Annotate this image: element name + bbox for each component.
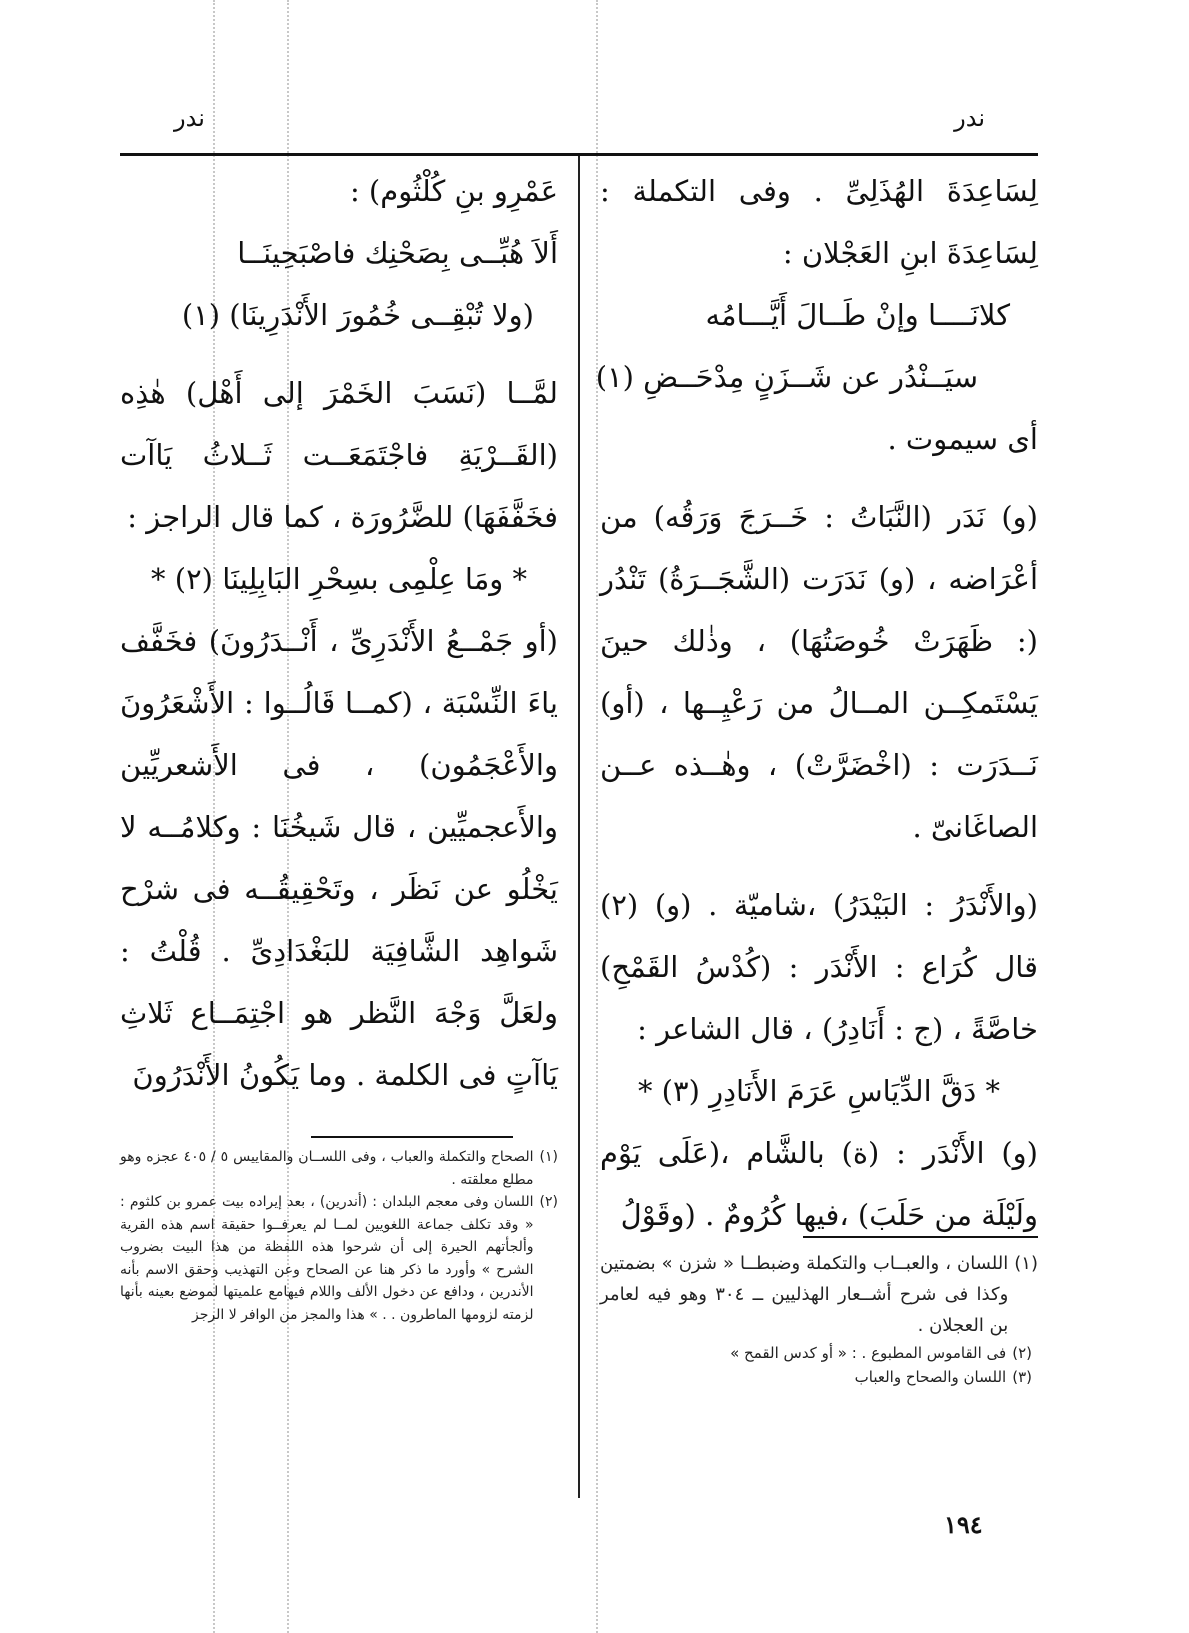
paragraph: (والأَنْدَرُ : البَيْدَرُ) ،شاميّة . (و) (٢) قال كُرَاع : الأَنْدَر : (كُدْسُ القَمْحِ) خاصَّةً ، (ج : أَنَادِرُ) ، قال الشاعر : <box>600 888 1038 1046</box>
column-divider <box>578 156 580 1498</box>
left-column <box>120 160 558 1106</box>
footnote-number: (١) <box>1014 1253 1038 1274</box>
verse-line: كلانَــــا وإنْ طَــالَ أَيَّـــامُه <box>705 298 1010 332</box>
running-header-left: ندر <box>174 104 205 132</box>
footnote-number: (١) <box>539 1149 558 1165</box>
paragraph: (و) نَدَر (النَّبَاتُ : خَــرَجَ وَرَقُه) من أعْرَاضه ، (و) نَدَرَت (الشَّجَــرَةُ) تَنْدُر (: ظَهَرَتْ خُوصَتُهَا) ، وذٰلك حينَ يَسْتَمكِــن المــالُ من رَعْيِــها ، (أو) نَــدَرَت : (اخْضَرَّتْ) ، وهٰــذه عــن الصاغَانىّ . <box>600 500 1038 844</box>
footnote <box>120 1191 558 1326</box>
footnote <box>600 1365 1038 1389</box>
verse-line: أَلاَ هُبِّــى بِصَحْنِك فاصْبَحِينَــا <box>237 236 558 270</box>
verse-line: سيَــنْدُر عن شَــزَنٍ مِدْحَــضِ (١) <box>595 360 978 394</box>
paragraph: (و) الأَنْدَر : (ة) بالشَّام ،(عَلَى يَوْم ولَيْلَة من حَلَبَ) ،فيها كُرُومٌ . (وقَوْلُ <box>600 1136 1038 1232</box>
footnote-rule <box>311 1136 513 1138</box>
right-column <box>595 160 1038 1246</box>
page-fold-mark <box>596 0 598 1633</box>
footnote-text: اللسان وفى معجم البلدان : (أندرين) ، بعد إيراده بيت عمرو بن كلثوم : « وقد تكلف جماعة اللغويين لمــا لم يعرفــوا حقيقة اسم هذه القرية وألجأتهم الحيرة إلى أن شرحوا هذه اللفظة من هذا البيت بضروب الشرح » وأورد ما ذكر هنا عن الصحاح وعن التهذيب وحقق الاسم بأنه الأندرين ، ودافع عن دخول الألف واللام فيهامع علميتها لموضع بعينه بأنها لزمته لزومها الماطرون . . » هذا والمجز من الوافر لا الرجز <box>120 1194 534 1323</box>
verse-line: (ولا تُبْقِــى خُمُورَ الأَنْدَرِينَا) (١) <box>181 298 534 332</box>
footnote-text: اللسان والصحاح والعباب <box>854 1368 1007 1386</box>
footnote-text: فى القاموس المطبوع . : « أو كدس القمح » <box>730 1344 1007 1362</box>
verse-line: * ومَا عِلْمِى بسِحْرِ البَابِلِينَا (٢) * <box>151 562 527 596</box>
running-header-right: ندر <box>954 104 985 132</box>
footnote <box>600 1248 1038 1341</box>
footnote-number: (٣) <box>1012 1368 1032 1386</box>
paragraph: أى سيموت . <box>887 422 1038 456</box>
footnote-text: اللسان ، والعبــاب والتكملة وضبطــا « شزن » بضمتين وكذا فى شرح أشــعار الهذليين ــ ٣٠٤ وهو فيه لعامر بن العجلان . <box>600 1253 1009 1336</box>
verse-line: * دَقَّ الدِّيَاسِ عَرَمَ الأَنَادِرِ (٣) * <box>637 1074 1001 1108</box>
footnote-text: الصحاح والتكملة والعباب ، وفى اللســان والمقاييس ٥ / ٤٠٥ عجزه وهو مطلع معلقته . <box>120 1149 534 1188</box>
footnotes-left <box>120 1146 558 1326</box>
footnotes-right <box>600 1248 1038 1389</box>
paragraph: عَمْرِو بنِ كُلْثُوم) : <box>349 174 558 208</box>
footnote <box>120 1146 558 1191</box>
paragraph: لمَّــا (نَسَبَ الخَمْرَ إلى أَهْل) هٰذِه (القَــرْيَةِ فاجْتَمَعَــت ثَــلاثُ يَاآت فخَفَّفَهَا) للضَّرُورَة ، كما قال الراجز : <box>120 376 558 534</box>
footnote-number: (٢) <box>1012 1344 1032 1362</box>
footnote-rule <box>803 1236 1038 1238</box>
footnote-number: (٢) <box>539 1194 558 1210</box>
paragraph: لِسَاعِدَةَ الهُذَلِىِّ . وفى التكملة : لِسَاعِدَةَ ابنِ العَجْلان : <box>600 174 1038 270</box>
paragraph: (أو جَمْــعُ الأَنْدَرِىِّ ، أَنْــدَرُونَ) فخَفَّف ياءَ النِّسْبَة ، (كمــا قَالُــوا : الأَشْعَرُونَ والأَعْجَمُون) ، فى الأَشعريِّين والأَعجميِّين ، قال شَيخُنَا : وكلامُــه لا يَخْلُو عن نَظَر ، وتَحْقِيقُــه فى شرْح شَواهِد الشَّافِيَة للبَغْدَادِىِّ . قُلْتُ : ولعَلَّ وَجْهَ النَّظر هو اجْتِمَــاع ثَلاثِ يَاآتٍ فى الكلمة . وما يَكُونُ الأَنْدَرُونَ <box>120 624 558 1092</box>
page-number: ١٩٤ <box>944 1510 983 1539</box>
footnote <box>600 1341 1038 1365</box>
